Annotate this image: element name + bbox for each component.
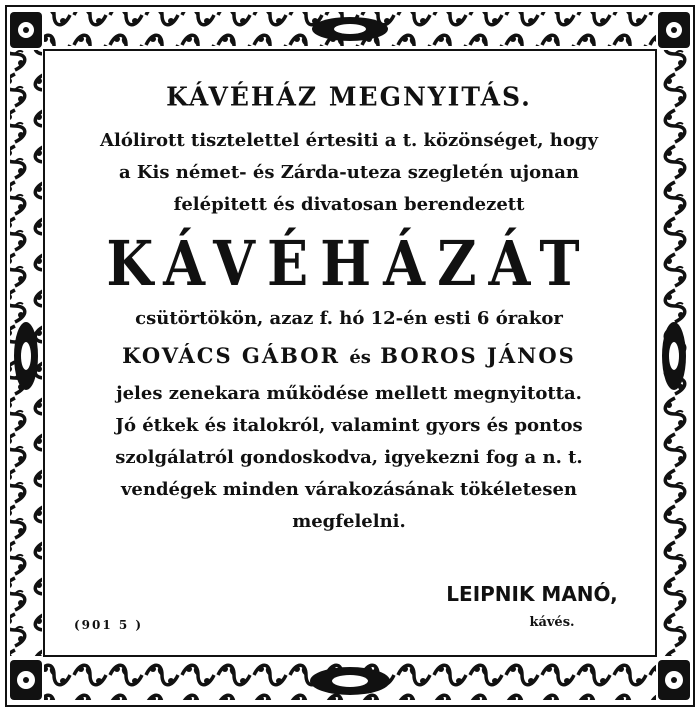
intro-line-1: Alólirott tisztelettel értesiti a t. közönséget, hogy — [100, 130, 598, 151]
orchestra-line: jeles zenekara működése mellett megnyitotta. — [116, 383, 582, 404]
body-line-1: Jó étkek és italokról, valamint gyors és pontos — [115, 415, 583, 436]
body-line-2: szolgálatról gondoskodva, igyekezni fog a n. t. — [115, 447, 583, 468]
and-word: és — [349, 347, 371, 368]
band-leaders — [52, 343, 646, 368]
signature-title: kávés. — [529, 615, 575, 630]
band-leader-1: KOVÁCS GÁBOR — [122, 343, 341, 368]
body-line-3: vendégek minden várakozásának tökéletesen — [120, 479, 578, 500]
band-leader-2: BOROS JÁNOS — [380, 343, 576, 368]
headline: KÁVÉHÁZÁT — [106, 226, 592, 300]
signature: LEIPNIK MANÓ, — [446, 582, 618, 606]
date-line: csütörtökön, azaz f. hó 12-én esti 6 órakor — [135, 308, 563, 329]
body-line-4: megfelelni. — [292, 511, 406, 532]
notice-title: KÁVÉHÁZ MEGNYITÁS. — [166, 81, 532, 112]
notice-body — [52, 70, 646, 632]
intro-line-2: a Kis német- és Zárda-uteza szegletén ujonan — [118, 162, 579, 183]
reference-number: (901 5 ) — [74, 618, 144, 632]
intro-line-3: felépitett és divatosan berendezett — [173, 194, 525, 215]
